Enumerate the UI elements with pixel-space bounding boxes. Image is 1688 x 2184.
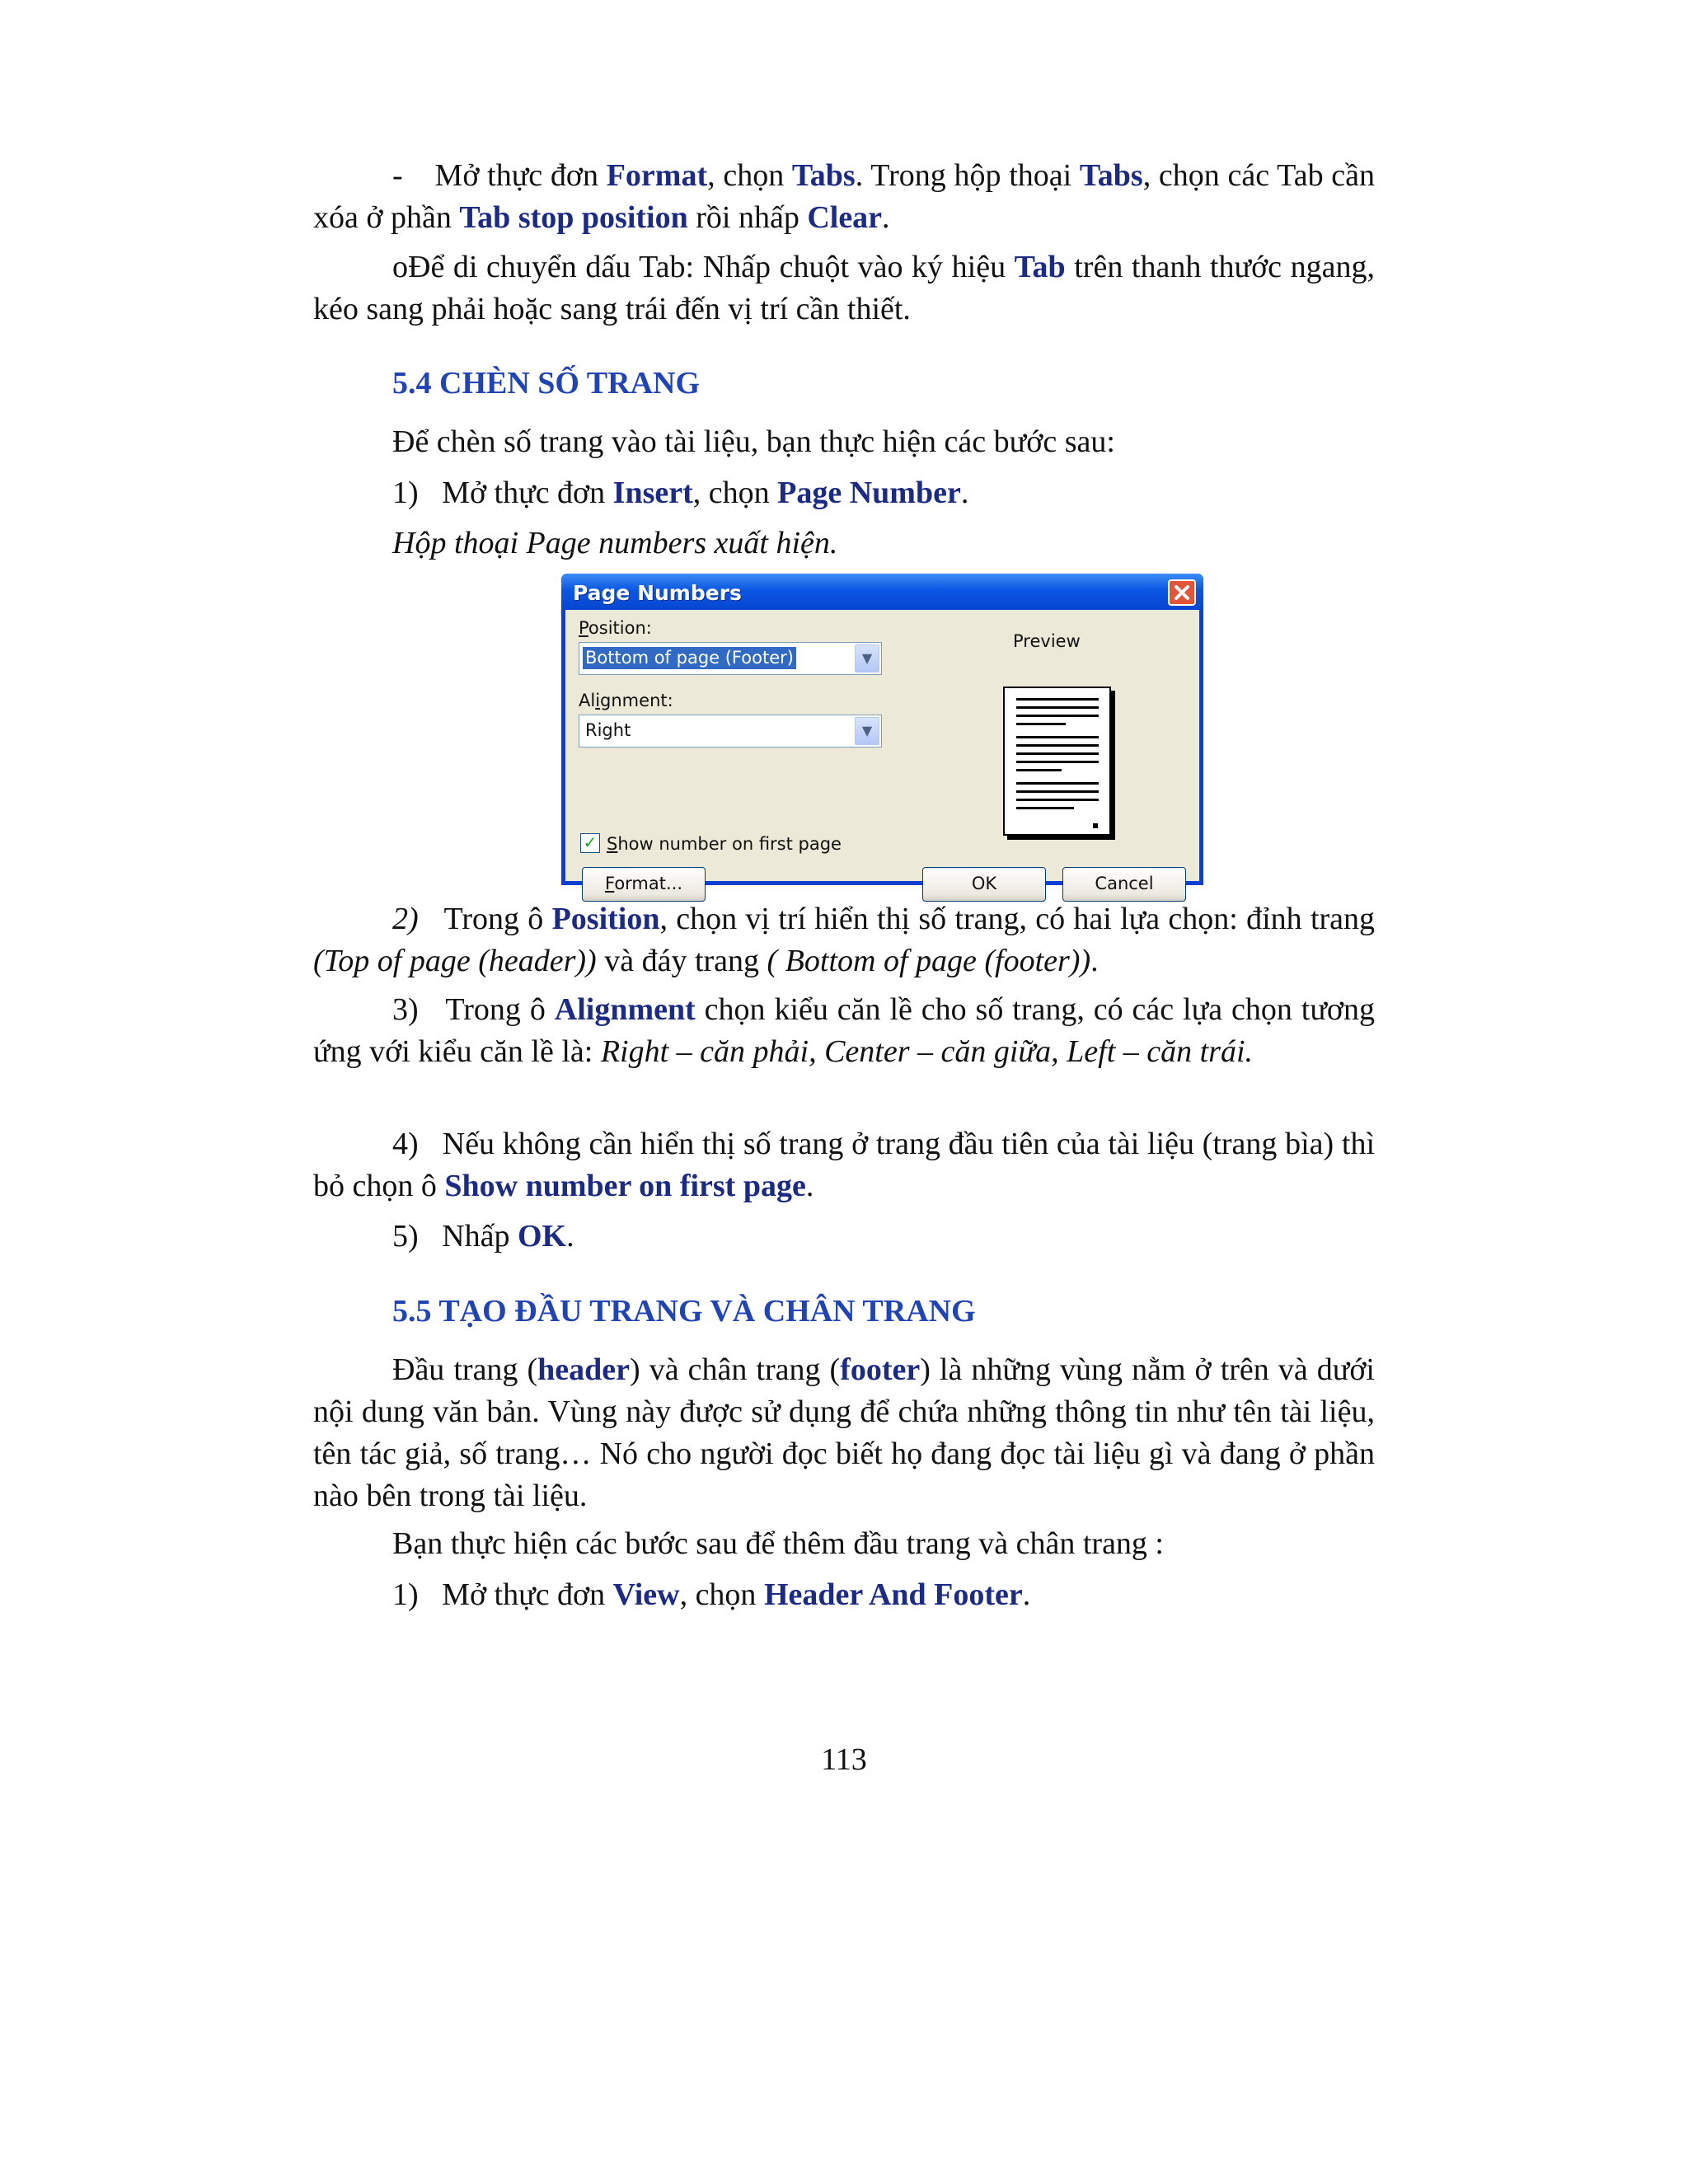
show-number-first-page-label[interactable]: Show number on first page (607, 834, 842, 854)
preview-label: Preview (1013, 631, 1081, 651)
section-heading-5-5: 5.5 TẠO ĐẦU TRANG VÀ CHÂN TRANG (392, 1294, 976, 1329)
dialog-titlebar (561, 574, 1203, 610)
dialog-title: Page Numbers (573, 581, 742, 605)
ok-button[interactable]: OK (922, 867, 1046, 902)
alignment-label: Alignment: (579, 691, 673, 710)
page-number: 113 (821, 1742, 867, 1777)
position-value: Bottom of page (Footer) (583, 647, 796, 669)
alignment-value: Right (585, 720, 631, 740)
alignment-select[interactable] (579, 715, 882, 748)
position-select[interactable] (579, 642, 882, 675)
show-number-first-page-checkbox[interactable] (580, 833, 600, 853)
section-heading-5-4: 5.4 CHÈN SỐ TRANG (392, 366, 701, 401)
step-4-first-page: 4) Nếu không cần hiển thị số trang ở trang đầu tiên của tài liệu (trang bìa) thì bỏ chọn ô Show number on first page. (313, 1127, 1375, 1203)
dialog-caption: Hộp thoại Page numbers xuất hiện. (392, 526, 838, 560)
checkmark-icon: ✓ (583, 832, 598, 852)
remove-tab-paragraph: - Mở thực đơn Format, chọn Tabs. Trong hộp thoại Tabs, chọn các Tab cần xóa ở phần Tab stop position rồi nhấp Clear. (313, 158, 1376, 235)
dialog-body (565, 610, 1199, 893)
chevron-down-icon[interactable]: ▼ (855, 644, 879, 673)
step-1-view-header-footer: 1) Mở thực đơn View, chọn Header And Footer. (392, 1577, 1031, 1612)
step-1-insert-page-number: 1) Mở thực đơn Insert, chọn Page Number. (392, 476, 969, 510)
close-icon (1170, 581, 1194, 604)
position-label: Position: (579, 618, 652, 638)
section-5-4-intro: Để chèn số trang vào tài liệu, bạn thực hiện các bước sau: (392, 424, 1115, 459)
step-5-ok: 5) Nhấp OK. (392, 1219, 574, 1254)
format-button[interactable]: Format... (582, 867, 706, 902)
step-2-position: 2) Trong ô Position, chọn vị trí hiển thị số trang, có hai lựa chọn: đỉnh trang (Top of page (header)) và đáy trang ( Bottom of page (footer)). (313, 902, 1376, 978)
page-numbers-dialog (561, 574, 1203, 893)
cancel-button[interactable]: Cancel (1062, 867, 1186, 902)
close-button[interactable] (1168, 579, 1196, 606)
step-3-alignment: 3) Trong ô Alignment chọn kiểu căn lề cho số trang, có các lựa chọn tương ứng với kiểu căn lề là: Right – căn phải, Center – căn giữa, Left – căn trái. (313, 992, 1376, 1069)
page-preview (1003, 687, 1111, 836)
section-5-5-steps-intro: Bạn thực hiện các bước sau để thêm đầu trang và chân trang : (392, 1526, 1164, 1561)
section-5-5-paragraph: Đầu trang (header) và chân trang (footer) là những vùng nằm ở trên và dưới nội dung văn bản. Vùng này được sử dụng để chứa những thông tin như tên tài liệu, tên tác giả, số trang… Nó cho người đọc biết họ đang đọc tài liệu gì và đang ở phần nào bên trong tài liệu. (313, 1352, 1375, 1513)
move-tab-paragraph: oĐể di chuyển dấu Tab: Nhấp chuột vào ký hiệu Tab trên thanh thước ngang, kéo sang phải hoặc sang trái đến vị trí cần thiết. (313, 250, 1375, 326)
chevron-down-icon[interactable]: ▼ (855, 717, 879, 745)
